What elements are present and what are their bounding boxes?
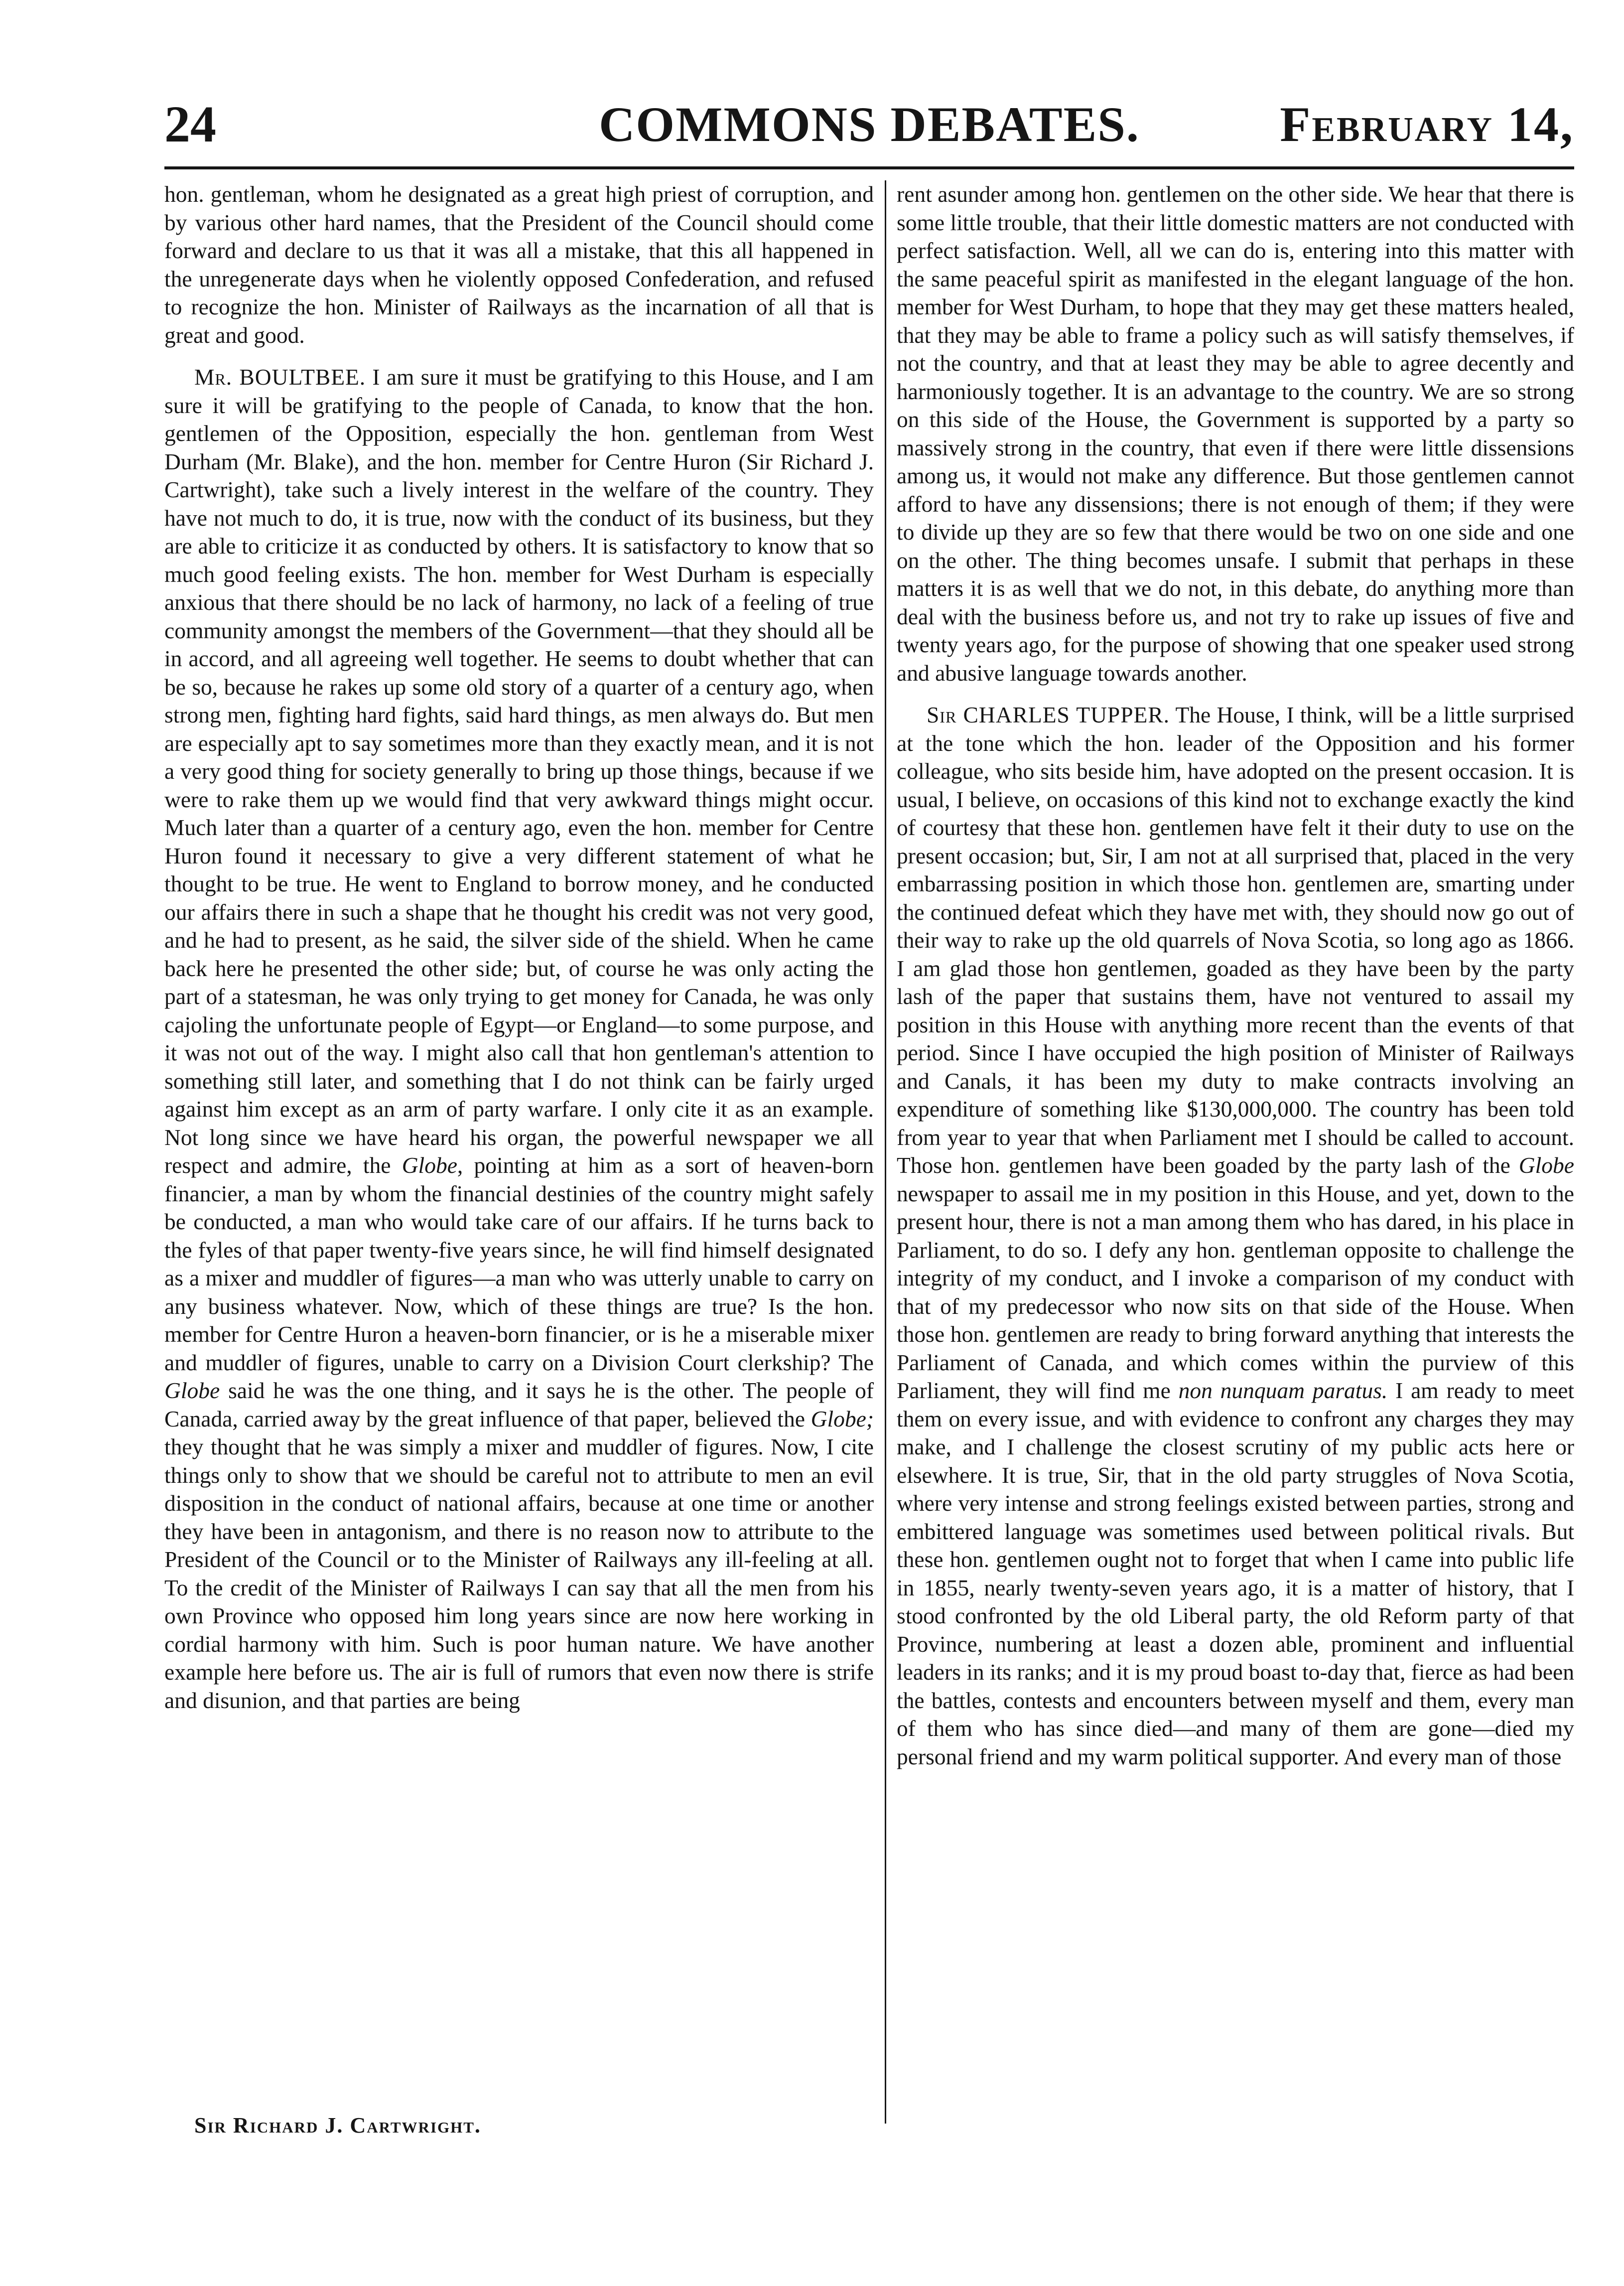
- speech-boultbee: [164, 363, 874, 1714]
- right-column: [897, 180, 1574, 1771]
- speech-text: said he was the one thing, and it says he is the other. The people of Canada, carried away by the great influence of that paper, believed the: [164, 1378, 874, 1431]
- header-rule: [164, 166, 1574, 169]
- publication-title: COMMONS DEBATES.: [599, 97, 1140, 152]
- speaker-name: Mr. BOULTBEE.: [194, 364, 366, 390]
- speech-text: , pointing at him as a sort of heaven-born financier, a man by whom the financial destinies of the country might safely be conducted, a man who would take care of our affairs. If he turns back to the fyles of that paper twenty-five years since, he will find himself designated as a mixer and muddler of figures—a man who was utterly unable to carry on any business whatever. Now, which of these things are true? Is the hon. member for Centre Huron a heaven-born financier, or is he a miserable mixer and muddler of figures, unable to carry on a Division Court clerkship? The: [164, 1152, 874, 1375]
- speech-text: newspaper to assail me in my position in this House, and yet, down to the present hour, there is not a man among them who has dared, in his place in Parliament, to do so. I defy any hon. gentleman opposite to challenge the integrity of my conduct, and I invoke a comparison of my conduct with that of my predecessor who now sits on that side of the House. When those hon. gentlemen are ready to bring forward anything that interests the Parliament of Canada, and which comes within the purview of this Parliament, they will find me: [897, 1180, 1574, 1403]
- page-header: [164, 95, 1574, 154]
- newspaper-name: Globe: [1518, 1152, 1574, 1178]
- newspaper-name: Globe;: [811, 1406, 874, 1431]
- latin-phrase: non nunquam paratus.: [1178, 1378, 1388, 1403]
- page-number: 24: [164, 96, 216, 153]
- speech-tupper: [897, 701, 1574, 1771]
- paragraph: hon. gentleman, whom he designated as a great high priest of corruption, and by various other hard names, that the President of the Council should come forward and declare to us that it was all a mistake, that this all happened in the unregenerate days when he violently opposed Confederation, and refused to recognize the hon. Minister of Railways as the incarnation of all that is great and good.: [164, 181, 874, 348]
- speech-text: I am sure it must be gratifying to this House, and I am sure it will be gratifying to the people of Canada, to know that the hon. gentlemen of the Opposition, especially the hon. gentleman from West Durham (Mr. Blake), and the hon. member for Centre Huron (Sir Richard J. Cartwright), take such a lively interest in the welfare of the country. They have not much to do, it is true, now with the conduct of its business, but they are able to criticize it as conducted by others. It is satisfactory to know that so much good feeling exists. The hon. member for West Durham is especially anxious that there should be no lack of harmony, no lack of a feeling of true community amongst the members of the Government—that they should all be in accord, and all agreeing well together. He seems to doubt whether that can be so, because he rakes up some old story of a quarter of a century ago, when strong men, fighting hard fights, said hard things, as men always do. But men are especially apt to say sometimes more than they exactly mean, and it is not a very good thing for society generally to bring up those things, because if we were to rake them up we would find that very awkward things might occur. Much later than a quarter of a century ago, even the hon. member for Centre Huron found it necessary to give a very different statement of what he thought to be true. He went to England to borrow money, and he conducted our affairs there in such a shape that he thought his credit was not very good, and he had to present, as he said, the silver side of the shield. When he came back here he presented the other side; but, of course he was only acting the part of a statesman, he was only trying to get money for Canada, he was only cajoling the unfortunate people of Egypt—or England—to some purpose, and it was not out of the way. I might also call that hon gentleman's attention to something still later, and something that I do not think can be fairly urged against him except as an arm of party warfare. I only cite it as an example. Not long since we have heard his organ, the powerful newspaper we all respect and admire, the: [164, 364, 874, 1178]
- page-date: February 14,: [1280, 97, 1574, 152]
- newspaper-name: Globe: [402, 1152, 457, 1178]
- speech-text: I am ready to meet them on every issue, and with evidence to confront any charges they may make, and I challenge the closest scrutiny of my public acts here or elsewhere. It is true, Sir, that in the old party struggles of Nova Scotia, where very intense and strong feelings existed between parties, strong and embittered language was sometimes used between political rivals. But these hon. gentlemen ought not to forget that when I came into public life in 1855, nearly twenty-seven years ago, it is a matter of history, that I stood confronted by the old Liberal party, the old Reform party of that Province, numbering at least a dozen able, prominent and influential leaders in its ranks; and it is my proud boast to-day that, fierce as had been the battles, contests and encounters between myself and them, every man of them who has since died—and many of them are gone—died my personal friend and my warm political supporter. And every man of those: [897, 1378, 1574, 1769]
- speech-text: The House, I think, will be a little surprised at the tone which the hon. leader of the Opposition and his former colleague, who sits beside him, have adopted on the present occasion. It is usual, I believe, on occasions of this kind not to exchange exactly the kind of courtesy that these hon. gentlemen have felt it their duty to use on the present occasion; but, Sir, I am not at all surprised that, placed in the very embarrassing position in which those hon. gentlemen are, smarting under the continued defeat which they have met with, they should now go out of their way to rake up the old quarrels of Nova Scotia, so long ago as 1866. I am glad those hon gentlemen, goaded as they have been by the party lash of the paper that sustains them, have not ventured to assail my position in this House with anything more recent than the events of that period. Since I have occupied the high position of Minister of Railways and Canals, it has been my duty to make contracts involving an expenditure of something like $130,000,000. The country has been told from year to year that when Parliament met I should be called to account. Those hon. gentlemen have been goaded by the party lash of the: [897, 702, 1574, 1178]
- paragraph: rent asunder among hon. gentlemen on the other side. We hear that there is some little trouble, that their little domestic matters are not conducted with perfect satisfaction. Well, all we can do is, entering into this matter with the same peaceful spirit as manifested in the elegant language of the hon. member for West Durham, to hope that they may get these matters healed, that they may be able to frame a policy such as will satisfy themselves, if not the country, and that at least they may be able to agree decently and harmoniously together. It is an advantage to the country. We are so strong on this side of the House, the Government is supported by a party so massively strong in the country, that even if there were little dissensions among us, it would not make any difference. But those gentlemen cannot afford to have any dissensions; there is not enough of them; if they were to divide up they are so few that there would be two on one side and one on the other. The thing becomes unsafe. I submit that perhaps in these matters it is as well that we do not, in this debate, do anything more than deal with the business before us, and not try to rake up issues of five and twenty years ago, for the purpose of showing that one speaker used strong and abusive language towards another.: [897, 181, 1574, 686]
- column-divider: [885, 180, 886, 2124]
- speaker-name: Sir CHARLES TUPPER.: [927, 702, 1170, 727]
- left-column: [164, 180, 874, 1714]
- newspaper-name: Globe: [164, 1378, 220, 1403]
- running-footer: Sir Richard J. Cartwright.: [194, 2113, 481, 2138]
- speech-text: they thought that he was simply a mixer and muddler of figures. Now, I cite things only to show that we should be careful not to attribute to men an evil disposition in the conduct of national affairs, because at one time or another they have been in antagonism, and there is no reason now to attribute to the President of the Council or to the Minister of Railways any ill-feeling at all. To the credit of the Minister of Railways I can say that all the men from his own Province who opposed him long years since are now here working in cordial harmony with him. Such is poor human nature. We have another example here before us. The air is full of rumors that even now there is strife and disunion, and that parties are being: [164, 1434, 874, 1713]
